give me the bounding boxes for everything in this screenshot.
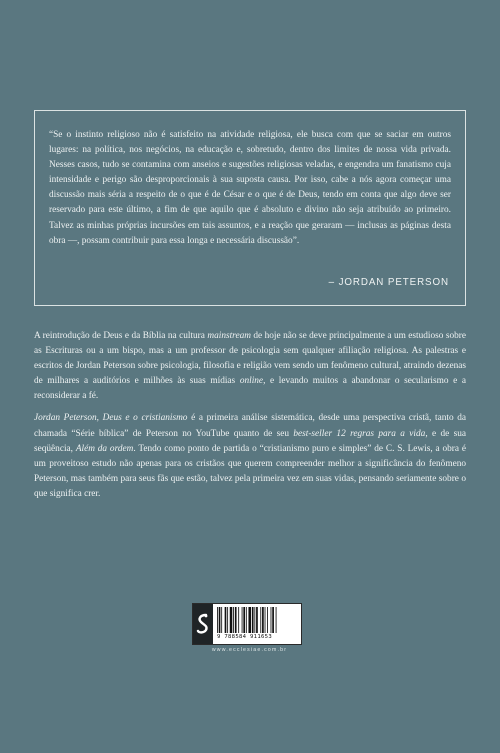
barcode-bar [242,607,243,633]
barcode-bar [227,607,228,633]
bestseller-title: best-seller 12 regras para a vida [293,428,426,439]
barcode-area [192,603,307,653]
barcode-bar [217,607,218,633]
paragraph-2-part-3: . Tendo como ponto de partida o “cristianismo puro e simples” de C. S. Lewis, a obra é um proveitoso estudo não apenas para os cristãos que querem compreender melhor a significância do fenômeno Peterson, mas também para seus fãs que estão, talvez pela primeira vez em suas vidas, pensando seriamente sobre o que significa crer. [34,443,466,499]
barcode-bar [252,607,254,633]
barcode-bar [219,607,221,633]
isbn-number: 9 788584 911653 [217,634,273,640]
paragraph-1 [34,329,466,404]
barcode-bar [238,607,239,633]
barcode-bar [267,607,268,633]
barcode-bar [254,607,255,633]
website-url: www.ecclesiae.com.br [211,647,288,653]
barcode-bar [243,607,245,633]
book-title: Jordan Peterson, Deus e o cristianismo [34,413,188,424]
barcode-bar [271,607,272,633]
paragraph-1-part-2: de hoje não se deve principalmente a um estudioso sobre as Escrituras ou a um bispo, mas a um professor de psicologia sem qualquer afiliação religiosa. As palestras e escritos de Jordan Peterson sobre psicologia, filosofia e religião vem sendo um fenômeno cultural, atraindo dezenas de milhares a auditórios e milhões às suas mídias [34,331,467,387]
barcode-bar [248,607,251,633]
paragraph-2-part-2: , e de sua seqüência, [34,428,467,454]
quote-text: “Se o instinto religioso não é satisfeito na atividade religiosa, ele busca com que se saciar em outros lugares: na política, nos negócios, na educação e, sobretudo, dentro dos limites de nossa vida privada. Nesses casos, tudo se contamina com anseios e sugestões religiosas veladas, e engendra um fanatismo cuja intensidade e perigo são desproporcionais à sua suposta causa. Por isso, cabe a nós agora começar uma discussão mais séria a respeito de o que é de César e o que é de Deus, tendo em conta que algo deve ser reservado para este último, a fim de que aquilo que é absoluto e divino não seja atribuído ao primeiro. Talvez as minhas próprias incursões em tais assuntos, e a reação que geraram — inclusas as páginas desta obra —, possam contribuir para essa longa e necessária discussão”. [49,130,451,246]
barcode-bar [265,607,266,633]
barcode-bar [276,607,277,633]
barcode-bar [230,607,233,633]
barcode-bar [233,607,234,633]
logo-icon [193,604,213,644]
paragraph-1-part-3: , e levando muitos a abandonar o secularismo e a reconsiderar a fé. [34,376,466,402]
barcode-bar [262,607,264,633]
barcode-bar [272,607,274,633]
barcode-bar [246,607,247,633]
paragraph-1-part-1: A reintrodução de Deus e da Bíblia na cultura [34,331,208,341]
sequel-title: Além da ordem [75,443,134,454]
barcode-bar [235,607,237,633]
paragraph-2-part-1: é a primeira análise sistemática, desde uma perspectiva cristã, tanto da chamada “Série bíblica” de Peterson no YouTube quanto de seu [34,413,467,439]
quote-author: – JORDAN PETERSON [328,277,449,288]
paragraph-1-italic-2: online [239,376,264,387]
barcode-bar [225,607,227,633]
barcode-bar [256,607,258,633]
description [34,329,466,509]
quote-box [34,110,466,306]
barcode-bar [260,607,261,633]
barcode-bar [221,607,222,633]
paragraph-1-italic-1: mainstream [207,331,251,341]
barcode [213,604,301,644]
paragraph-2 [34,411,466,502]
barcode-box [192,603,302,645]
